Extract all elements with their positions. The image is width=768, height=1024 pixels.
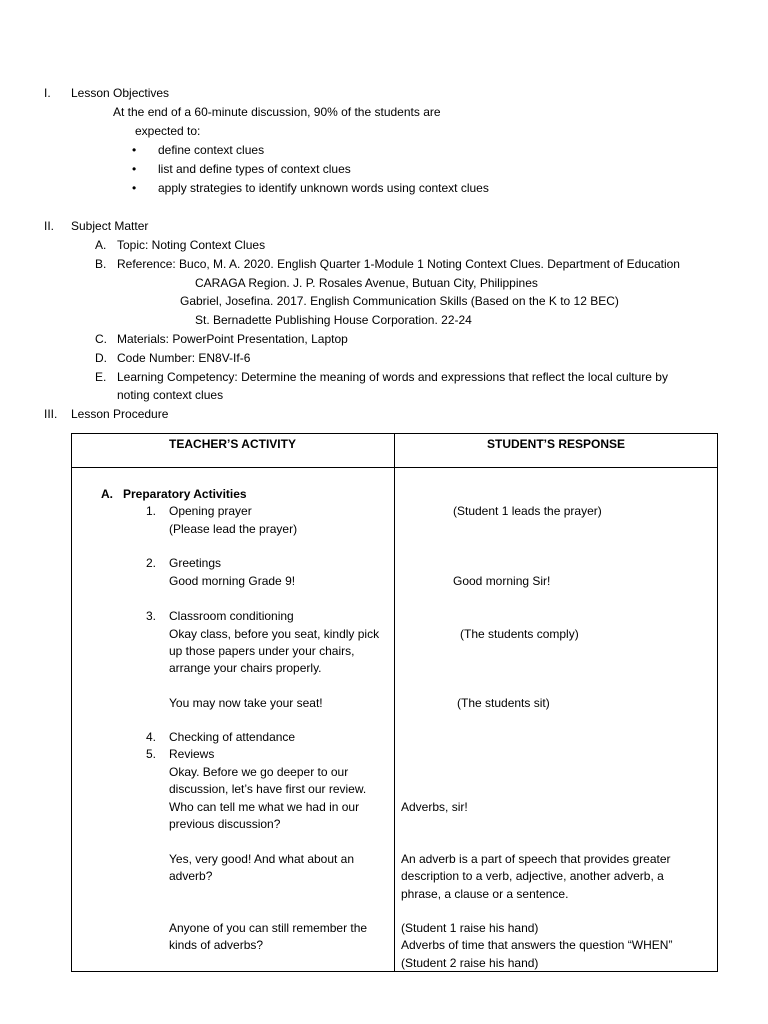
step-greetings: Greetings [169,556,222,570]
subject-reference-2: Gabriel, Josefina. 2017. English Communication Skills (Based on the K to 12 BEC) [180,294,619,308]
teacher-line: Anyone of you can still remember the [169,921,368,935]
column-header-student: STUDENT’S RESPONSE [486,437,626,451]
teacher-line: kinds of adverbs? [169,938,264,952]
objective-item: • define context clues [158,142,264,158]
teacher-line: discussion, let’s have first our review. [169,782,367,796]
student-response: An adverb is a part of speech that provides greater [401,852,671,866]
teacher-line: previous discussion? [169,817,281,831]
teacher-line: Good morning Grade 9! [169,574,296,588]
objectives-intro-line2: expected to: [135,124,201,138]
step-number: 4. [146,730,157,744]
subject-reference-2-cont: St. Bernadette Publishing House Corporation. 22-24 [195,313,472,327]
subject-topic: Topic: Noting Context Clues [117,238,266,252]
objective-item: • apply strategies to identify unknown words using context clues [158,180,489,196]
teacher-line: arrange your chairs properly. [169,661,322,675]
step-classroom-conditioning: Classroom conditioning [169,609,294,623]
teacher-line: You may now take your seat! [169,696,323,710]
step-reviews: Reviews [169,747,215,761]
heading-subject-matter: Subject Matter [71,219,149,233]
subject-letter-b: B. [95,257,107,271]
teacher-line: (Please lead the prayer) [169,522,298,536]
objectives-intro-line1: At the end of a 60-minute discussion, 90% of the students are [113,105,441,119]
teacher-line: Who can tell me what we had in our [169,800,360,814]
teacher-line: up those papers under your chairs, [169,644,355,658]
student-response: Adverbs, sir! [401,800,468,814]
subject-reference: Reference: Buco, M. A. 2020. English Quarter 1-Module 1 Noting Context Clues. Department of Education [117,257,680,271]
step-number: 5. [146,747,157,761]
step-number: 2. [146,556,157,570]
subject-letter-a: A. [95,238,107,252]
teacher-line: adverb? [169,869,213,883]
teacher-line: Okay class, before you seat, kindly pick [169,627,380,641]
student-response: phrase, a clause or a sentence. [401,887,569,901]
column-header-teacher: TEACHER’S ACTIVITY [169,437,296,451]
subject-letter-e: E. [95,370,107,384]
teacher-line: Yes, very good! And what about an [169,852,355,866]
heading-lesson-procedure: Lesson Procedure [71,407,169,421]
student-response: Good morning Sir! [453,574,551,588]
objective-item: • list and define types of context clues [158,161,351,177]
teacher-activity-cell [72,468,395,972]
section-letter-a: A. [101,487,113,501]
subject-materials: Materials: PowerPoint Presentation, Laptop [117,332,348,346]
section-numeral-procedure: III. [44,407,58,421]
step-opening-prayer: Opening prayer [169,504,252,518]
heading-lesson-objectives: Lesson Objectives [71,86,170,100]
subject-reference-cont: CARAGA Region. J. P. Rosales Avenue, Butuan City, Philippines [195,276,538,290]
student-response: (Student 2 raise his hand) [401,956,539,970]
student-response: (Student 1 raise his hand) [401,921,539,935]
step-number: 3. [146,609,157,623]
step-number: 1. [146,504,157,518]
section-numeral-objectives: I. [44,86,51,100]
subject-code-number: Code Number: EN8V-If-6 [117,351,251,365]
subject-learning-competency-cont: noting context clues [117,388,224,402]
student-response: (The students sit) [457,696,550,710]
student-response: description to a verb, adjective, another adverb, a [401,869,664,883]
section-numeral-subject: II. [44,219,55,233]
teacher-line: Okay. Before we go deeper to our [169,765,349,779]
subject-letter-c: C. [95,332,107,346]
subject-learning-competency: Learning Competency: Determine the meaning of words and expressions that reflect the local culture by [117,370,668,384]
section-preparatory-activities: Preparatory Activities [123,487,247,501]
subject-letter-d: D. [95,351,107,365]
student-response: (The students comply) [460,627,579,641]
step-checking-attendance: Checking of attendance [169,730,296,744]
student-response: Adverbs of time that answers the question “WHEN” [401,938,673,952]
student-response: (Student 1 leads the prayer) [453,504,602,518]
